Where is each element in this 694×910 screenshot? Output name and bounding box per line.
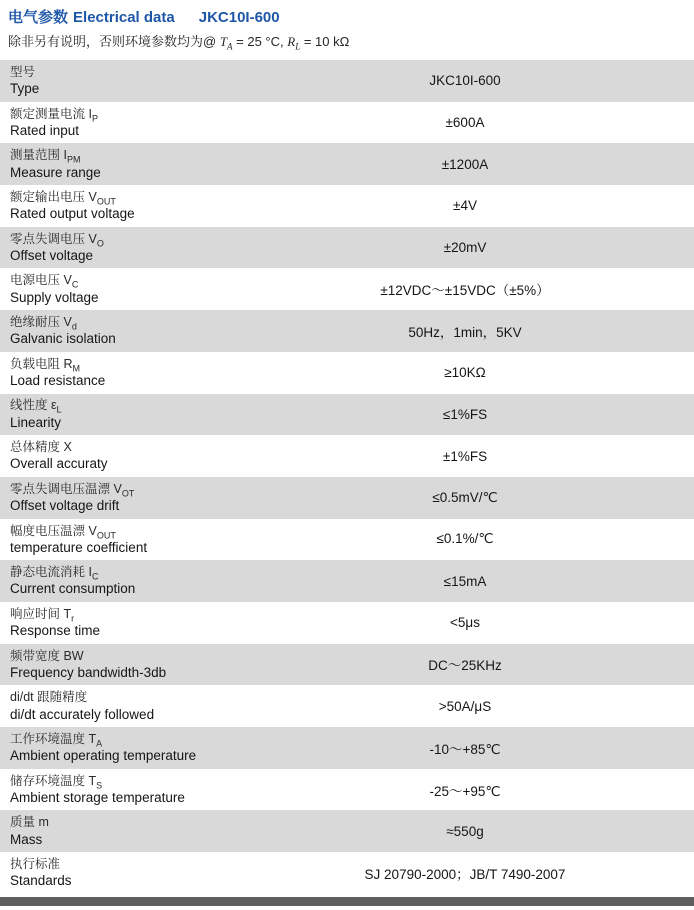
param-label-en: Offset voltage	[10, 247, 94, 263]
param-label-cn: 绝缘耐压 $V_d$	[10, 315, 77, 332]
table-row	[0, 685, 694, 727]
param-label-en: Offset voltage drift	[10, 498, 120, 514]
spec-table	[0, 60, 694, 894]
param-label-en: Galvanic isolation	[10, 331, 116, 347]
param-label-en: Frequency bandwidth-3db	[10, 664, 167, 680]
table-row	[0, 810, 694, 852]
page-title	[8, 6, 280, 27]
param-label-en: Ambient operating temperature	[10, 748, 197, 764]
table-row	[0, 852, 694, 894]
param-label-cn: 零点失调电压温漂 $V_{OT}$	[10, 481, 135, 499]
param-label-cn: 总体精度 X	[10, 440, 72, 455]
param-label-cn: 型号	[10, 64, 36, 79]
table-row	[0, 644, 694, 686]
param-value: ≤0.5mV/℃	[432, 489, 498, 505]
test-conditions-line	[8, 31, 349, 50]
title-cn: 电气参数	[8, 9, 69, 26]
param-label-en: Ambient storage temperature	[10, 789, 185, 805]
param-value: ±20mV	[443, 240, 487, 256]
param-label-cn: 储存环境温度 $T_S$	[10, 773, 103, 791]
table-row	[0, 227, 694, 269]
param-value: ≥10KΩ	[444, 365, 486, 381]
param-value: <5μs	[450, 615, 480, 631]
param-label-cn: 额定输出电压 $V_{OUT}$	[10, 190, 116, 207]
table-row	[0, 602, 694, 644]
param-label-cn: 响应时间 $T_r$	[10, 606, 75, 624]
table-row	[0, 185, 694, 227]
table-row	[0, 435, 694, 477]
title-en: Electrical data	[73, 9, 175, 26]
table-row	[0, 727, 694, 769]
param-label-en: Mass	[10, 831, 43, 847]
param-label-cn: 工作环境温度 $T_A$	[10, 731, 103, 749]
symbol-rl: $R_L$	[287, 34, 301, 52]
param-label-cn: 线性度 $\varepsilon_L$	[10, 398, 62, 415]
param-value: ≈550g	[446, 823, 484, 839]
table-row	[0, 352, 694, 394]
param-label-en: Load resistance	[10, 373, 106, 388]
title-model: JKC10I-600	[198, 9, 280, 26]
param-label-cn: 执行标准	[10, 857, 61, 871]
param-value: ±1200A	[441, 156, 489, 172]
table-row	[0, 310, 694, 352]
table-row	[0, 268, 694, 310]
param-label-cn: 质量 m	[10, 815, 49, 830]
table-row	[0, 519, 694, 561]
param-value: ±600A	[445, 115, 485, 131]
table-row	[0, 560, 694, 602]
param-label-en: temperature coefficient	[10, 539, 148, 555]
table-row	[0, 60, 694, 102]
table-row	[0, 769, 694, 811]
table-row	[0, 102, 694, 144]
param-value: ≤1%FS	[442, 406, 488, 422]
param-label-cn: 负载电阻 $R_M$	[10, 356, 81, 374]
param-label-cn: 频带宽度 BW	[10, 648, 84, 663]
param-label-en: Type	[10, 81, 40, 97]
param-label-en: Measure range	[10, 164, 101, 180]
param-value: ±4V	[453, 198, 477, 214]
param-value: ≤0.1%/℃	[436, 531, 494, 547]
param-label-cn: 幅度电压温漂 $V_{OUT}$	[10, 523, 116, 540]
table-row	[0, 477, 694, 519]
param-label-en: Rated input	[10, 122, 80, 138]
param-label-en: Overall accuraty	[10, 456, 108, 472]
condition-t-value: = 25 °C,	[232, 34, 288, 49]
param-label-en: Rated output voltage	[10, 206, 135, 222]
param-label-cn: di/dt 跟随精度	[10, 690, 88, 705]
param-value: ±12VDC～±15VDC（±5%）	[380, 283, 550, 299]
param-value: ±1%FS	[442, 448, 488, 464]
param-value: -25～+95℃	[429, 783, 501, 799]
condition-r-value: = 10 kΩ	[300, 34, 350, 49]
param-value: >50A/μS	[438, 698, 492, 714]
param-label-cn: 测量范围 $I_{PM}$	[10, 148, 81, 165]
table-row	[0, 143, 694, 185]
param-value: JKC10I-600	[429, 73, 501, 89]
param-label-en: Current consumption	[10, 581, 136, 597]
param-value: 50Hz，1min，5KV	[408, 324, 522, 340]
param-label-en: Standards	[10, 873, 72, 889]
param-label-en: Response time	[10, 623, 101, 639]
symbol-ta: $T_A$	[219, 34, 233, 52]
param-value: -10～+85℃	[429, 741, 501, 757]
param-value: ≤15mA	[443, 573, 487, 589]
param-value: DC～25KHz	[428, 658, 502, 674]
param-label-en: Linearity	[10, 414, 62, 430]
table-bottom-bar	[0, 897, 694, 906]
param-value: SJ 20790-2000；JB/T 7490-2007	[364, 866, 566, 882]
condition-prefix: 除非另有说明，否则环境参数均为@	[8, 34, 220, 49]
param-label-cn: 静态电流消耗 $I_C$	[10, 565, 99, 582]
param-label-en: di/dt accurately followed	[10, 706, 155, 722]
param-label-cn: 电源电压 $V_C$	[10, 273, 79, 290]
param-label-cn: 额定测量电流 $I_P$	[10, 106, 98, 124]
param-label-en: Supply voltage	[10, 289, 99, 305]
table-row	[0, 394, 694, 436]
param-label-cn: 零点失调电压 $V_O$	[10, 231, 104, 249]
